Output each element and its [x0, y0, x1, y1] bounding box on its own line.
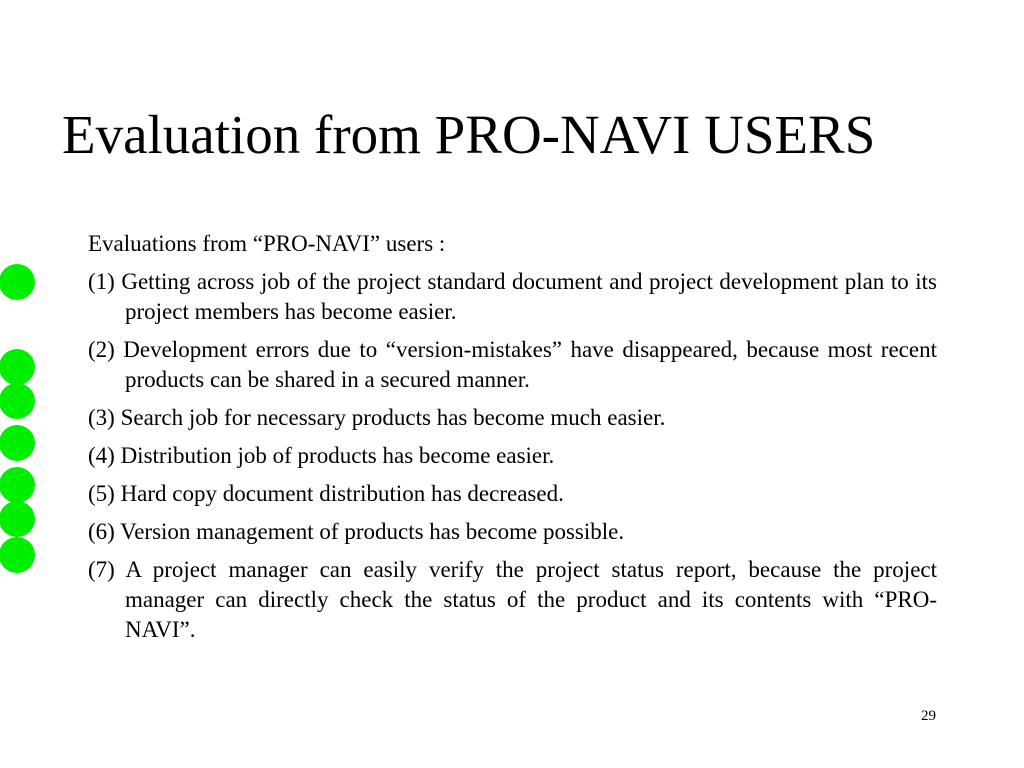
green-circle-icon	[0, 349, 35, 385]
intro-text: Evaluations from “PRO-NAVI” users :	[88, 231, 446, 256]
evaluation-item-3: (3) Search job for necessary products has become much easier.	[88, 405, 666, 430]
green-circle-icon	[0, 383, 35, 419]
evaluation-item-2: (2) Development errors due to “version-mistakes” have disappeared, because most recent products can be shared in a secured manner.	[88, 337, 937, 392]
page-number: 29	[921, 708, 936, 724]
evaluation-item-4: (4) Distribution job of products has become easier.	[88, 443, 555, 468]
green-circle-icon	[0, 501, 35, 537]
evaluation-item-7: (7) A project manager can easily verify the project status report, because the project manager can directly check the status of the product and its contents with “PRO-NAVI”.	[88, 557, 937, 642]
slide-body	[88, 229, 937, 653]
evaluation-item-5: (5) Hard copy document distribution has decreased.	[88, 481, 564, 506]
evaluation-item-6: (6) Version management of products has become possible.	[88, 519, 625, 544]
bullet-markers	[0, 0, 40, 768]
green-circle-icon	[0, 537, 35, 573]
green-circle-icon	[0, 467, 35, 503]
evaluation-item-1: (1) Getting across job of the project standard document and project development plan to its project members has become easier.	[88, 269, 937, 324]
green-circle-icon	[0, 264, 35, 300]
slide-title: Evaluation from PRO-NAVI USERS	[62, 104, 876, 165]
green-circle-icon	[0, 425, 35, 461]
